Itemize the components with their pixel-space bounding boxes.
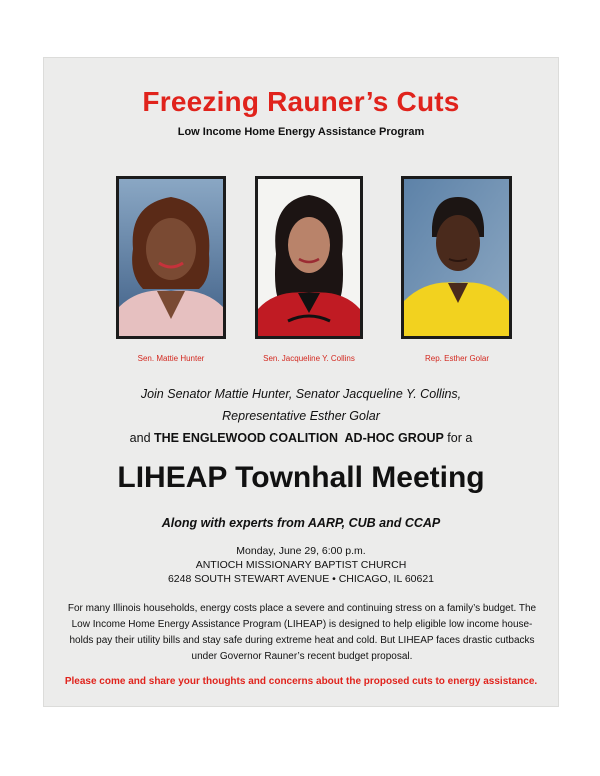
photo-jacqueline-collins	[255, 176, 363, 339]
invite-line-1: Join Senator Mattie Hunter, Senator Jacqueline Y. Collins,	[140, 387, 462, 401]
body-line: holds pay their utility bills and stay safe during extreme heat and cold. But LIHEAP faces drastic cutbacks	[69, 635, 535, 646]
call-to-action: Please come and share your thoughts and concerns about the proposed cuts to energy assistance.	[64, 676, 538, 687]
body-line: For many Illinois households, energy costs place a severe and continuing stress on a family’s budget. The	[67, 603, 537, 614]
invite-line-3-prefix: and	[129, 431, 155, 445]
invite-line-3	[44, 431, 558, 445]
event-venue: ANTIOCH MISSIONARY BAPTIST CHURCH	[195, 559, 407, 571]
caption-mattie-hunter: Sen. Mattie Hunter	[137, 354, 205, 363]
event-date: Monday, June 29, 6:00 p.m.	[236, 545, 366, 557]
photo-mattie-hunter	[116, 176, 226, 339]
photo-esther-golar	[401, 176, 512, 339]
body-line: under Governor Rauner’s recent budget proposal.	[191, 651, 413, 662]
event-headline: LIHEAP Townhall Meeting	[117, 461, 485, 494]
experts-line: Along with experts from AARP, CUB and CCAP	[161, 516, 441, 530]
invite-line-2: Representative Esther Golar	[222, 409, 380, 423]
caption-jacqueline-collins: Sen. Jacqueline Y. Collins	[263, 354, 355, 363]
body-paragraph	[50, 601, 554, 665]
flyer-page	[43, 57, 559, 707]
flyer-subtitle: Low Income Home Energy Assistance Program	[177, 126, 425, 138]
caption-esther-golar: Rep. Esther Golar	[424, 354, 490, 363]
event-address: 6248 SOUTH STEWART AVENUE • CHICAGO, IL 60621	[167, 573, 435, 585]
body-line: Low Income Home Energy Assistance Program (LIHEAP) is designed to help eligible low income house-	[71, 619, 533, 630]
invite-coalition-name: THE ENGLEWOOD COALITION AD-HOC GROUP	[154, 431, 444, 445]
flyer-title: Freezing Rauner’s Cuts	[142, 86, 460, 117]
invite-line-3-suffix: for a	[443, 431, 473, 445]
